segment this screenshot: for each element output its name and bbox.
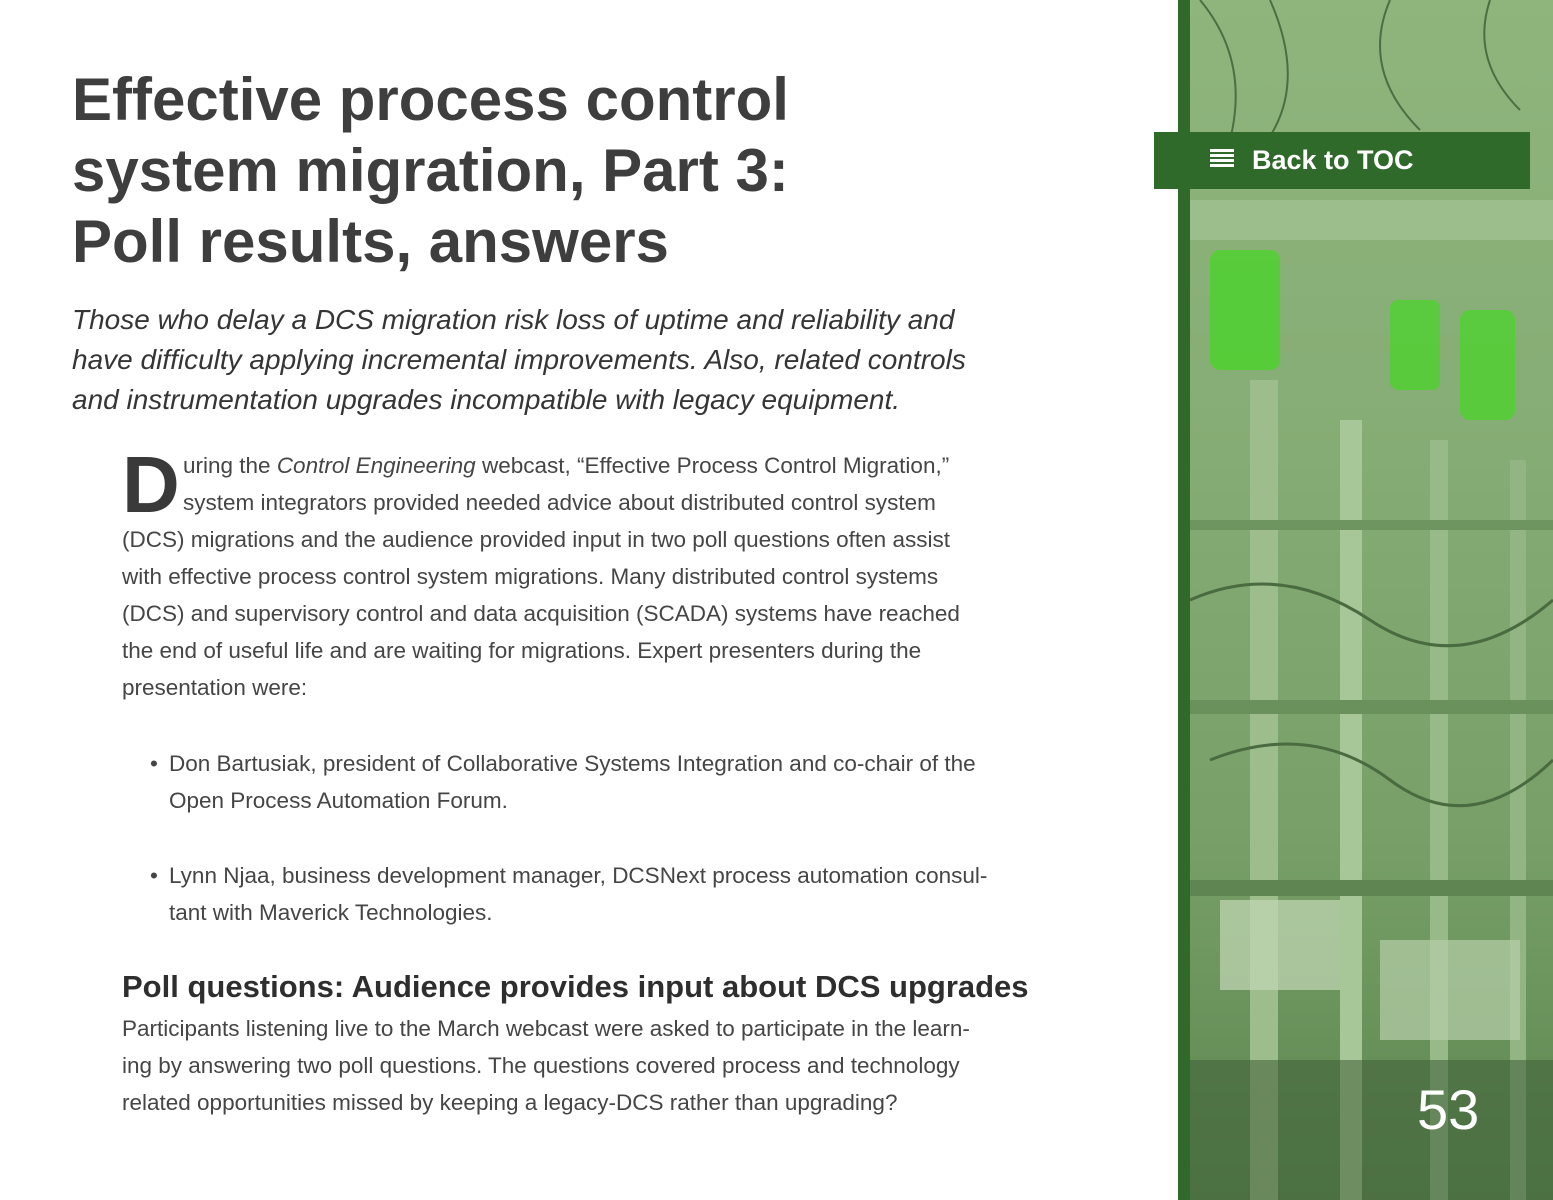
paragraph-line: presentation were: (122, 675, 308, 700)
list-item-line: Lynn Njaa, business development manager, DCSNext process automation consul- (169, 863, 988, 888)
paragraph-line: (DCS) migrations and the audience provided input in two poll questions often assist (122, 527, 950, 552)
paragraph-line: Participants listening live to the March webcast were asked to participate in the learn- (122, 1016, 970, 1041)
title-line: Effective process control (72, 66, 789, 133)
publication-name: Control Engineering (276, 453, 476, 478)
text-run: uring the (183, 453, 277, 478)
paragraph-line: system integrators provided needed advice about distributed control system (183, 490, 936, 515)
back-to-toc-button[interactable] (1154, 132, 1530, 189)
page-number: 53 (1417, 1078, 1480, 1141)
text-run: webcast, “Effective Process Control Migration,” (475, 453, 950, 478)
paragraph-line: related opportunities missed by keeping a legacy-DCS rather than upgrading? (122, 1090, 898, 1115)
intro-paragraph (122, 440, 1097, 706)
section-heading: Poll questions: Audience provides input about DCS upgrades (122, 969, 1029, 1004)
list-item-line: Don Bartusiak, president of Collaborative Systems Integration and co-chair of the (169, 751, 976, 776)
article-deck (72, 300, 1112, 420)
drop-cap: D (122, 440, 180, 529)
bullet-icon: • (150, 863, 158, 888)
deck-line: and instrumentation upgrades incompatible with legacy equipment. (72, 384, 901, 415)
paragraph-line: the end of useful life and are waiting for migrations. Expert presenters during the (122, 638, 922, 663)
title-line: system migration, Part 3: (72, 137, 789, 204)
list-item-line: tant with Maverick Technologies. (169, 900, 493, 925)
paragraph-line: with effective process control system migrations. Many distributed control systems (122, 564, 939, 589)
deck-line: have difficulty applying incremental improvements. Also, related controls (72, 344, 966, 375)
presenter-list-item (150, 745, 1100, 819)
poll-paragraph (122, 1010, 1097, 1121)
paragraph-line: ing by answering two poll questions. The questions covered process and technology (122, 1053, 960, 1078)
back-to-toc-label: Back to TOC (1252, 145, 1414, 175)
article-title (72, 64, 1072, 277)
list-icon (1210, 149, 1234, 171)
title-line: Poll results, answers (72, 208, 669, 275)
list-item-line: Open Process Automation Forum. (169, 788, 508, 813)
paragraph-line (122, 447, 1097, 484)
paragraph-line: (DCS) and supervisory control and data acquisition (SCADA) systems have reached (122, 601, 960, 626)
bullet-icon: • (150, 751, 158, 776)
presenter-list-item (150, 857, 1100, 931)
deck-line: Those who delay a DCS migration risk loss of uptime and reliability and (72, 304, 955, 335)
